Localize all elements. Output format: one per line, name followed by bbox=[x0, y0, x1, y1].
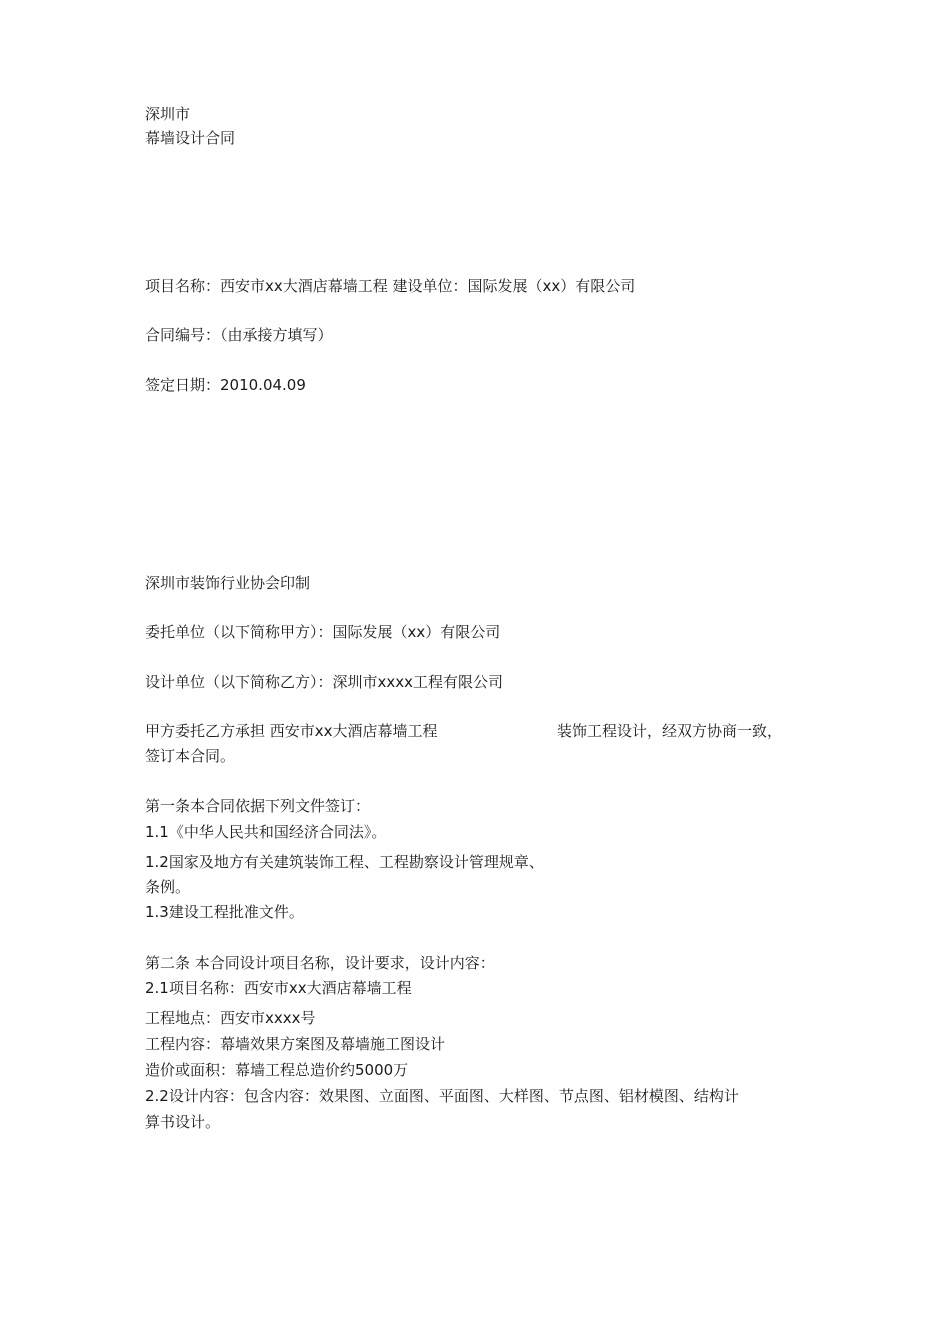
header-city: 深圳市 bbox=[145, 105, 191, 123]
article1-item: 1.1《中华人民共和国经济合同法》。 bbox=[145, 823, 387, 841]
party-b: 设计单位（以下简称乙方）：深圳市xxxx工程有限公司 bbox=[145, 673, 504, 691]
contract-number: 合同编号：（由承接方填写） bbox=[145, 326, 333, 344]
document-title: 幕墙设计合同 bbox=[145, 129, 236, 147]
article1-item: 1.3建设工程批准文件。 bbox=[145, 903, 304, 921]
project-line: 项目名称：西安市xx大酒店幕墙工程 建设单位：国际发展（xx）有限公司 bbox=[145, 277, 636, 295]
article2-item: 2.2设计内容：包含内容：效果图、立面图、平面图、大样图、节点图、铝材模图、结构计 bbox=[145, 1087, 739, 1105]
article1-item: 条例。 bbox=[145, 878, 191, 896]
intro-part2: 装饰工程设计，经双方协商一致， bbox=[557, 722, 783, 740]
article2-heading: 第二条 本合同设计项目名称，设计要求，设计内容： bbox=[145, 954, 495, 972]
article2-item: 算书设计。 bbox=[145, 1113, 221, 1131]
printer-line: 深圳市装饰行业协会印制 bbox=[145, 574, 311, 592]
article1-item: 1.2国家及地方有关建筑装饰工程、工程勘察设计管理规章、 bbox=[145, 853, 544, 871]
intro-part1: 甲方委托乙方承担 西安市xx大酒店幕墙工程 bbox=[145, 722, 438, 740]
article2-item: 工程地点：西安市xxxx号 bbox=[145, 1009, 316, 1027]
party-a: 委托单位（以下简称甲方）：国际发展（xx）有限公司 bbox=[145, 623, 501, 641]
article2-item: 造价或面积：幕墙工程总造价约5000万 bbox=[145, 1061, 409, 1079]
intro-part3: 签订本合同。 bbox=[145, 747, 236, 765]
sign-date: 签定日期：2010.04.09 bbox=[145, 376, 306, 394]
article2-item: 工程内容：幕墙效果方案图及幕墙施工图设计 bbox=[145, 1035, 446, 1053]
article2-item: 2.1项目名称：西安市xx大酒店幕墙工程 bbox=[145, 979, 412, 997]
article1-heading: 第一条本合同依据下列文件签订： bbox=[145, 797, 371, 815]
